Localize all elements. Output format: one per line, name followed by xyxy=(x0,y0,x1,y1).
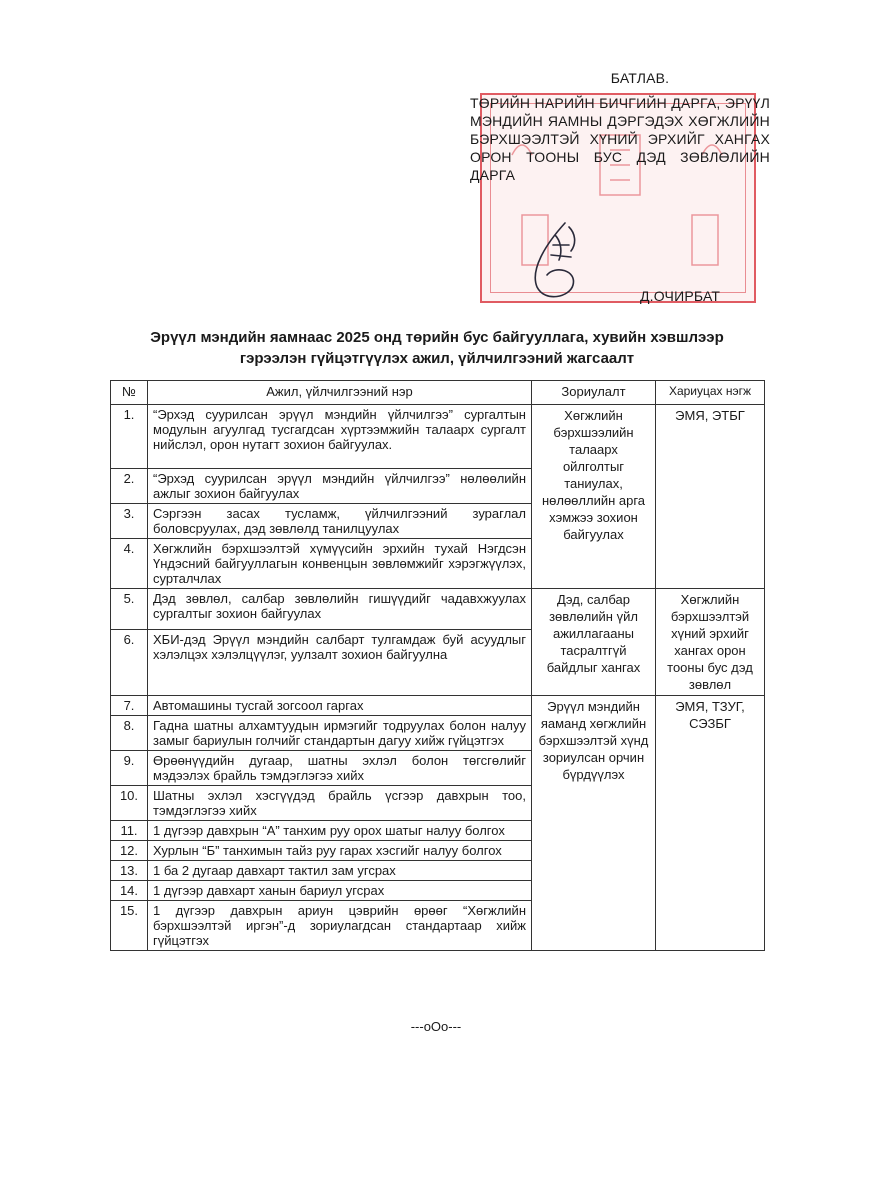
row-number: 10. xyxy=(111,786,148,821)
signer-name: Д.ОЧИРБАТ xyxy=(640,288,721,304)
group-responsible: Хөгжлийн бэрхшээлтэй хүний эрхийг хангах орон тооны бус дэд зөвлөл xyxy=(656,589,765,696)
document-end-mark: ---oOo--- xyxy=(410,1019,462,1034)
row-task: 1 дүгээр давхрын ариун цэврийн өрөөг “Хөгжлийн бэрхшээлтэй иргэн”-д зориулагдсан стандартаар хийж гүйцэтгэх xyxy=(148,901,532,951)
row-task: 1 дүгээр давхарт ханын бариул угсрах xyxy=(148,881,532,901)
approval-text: ТӨРИЙН НАРИЙН БИЧГИЙН ДАРГА, ЭРҮҮЛ МЭНДИЙН ЯАМНЫ ДЭРГЭДЭХ ХӨГЖЛИЙН БЭРХШЭЭЛТЭЙ ХҮНИЙ ЭРХИЙГ ХАНГАХ ОРОН ТООНЫ БУС ДЭД ЗӨВЛӨЛИЙН ДАРГА xyxy=(470,95,770,183)
table-header-row xyxy=(111,381,765,405)
document-title xyxy=(110,327,764,369)
row-task: Гадна шатны алхамтуудын ирмэгийг тодруулах болон налуу замыг бариулын голчийг стандартын дагуу хийж гүйцэтгэх xyxy=(148,716,532,751)
header-task: Ажил, үйлчилгээний нэр xyxy=(148,381,532,405)
table-row xyxy=(111,405,765,469)
approval-heading: БАТЛАВ. xyxy=(610,70,670,86)
row-task: 1 ба 2 дугаар давхарт тактил зам угсрах xyxy=(148,861,532,881)
services-table xyxy=(110,380,765,951)
group-goal: Хөгжлийн бэрхшээлийн талаарх ойлголтыг таниулах, нөлөөллийн арга хэмжээ зохион байгуулах xyxy=(532,405,656,589)
header-goal: Зориулалт xyxy=(532,381,656,405)
row-number: 4. xyxy=(111,539,148,589)
row-task: Өрөөнүүдийн дугаар, шатны эхлэл болон төгсгөлийг мэдээлэх брайль тэмдэглэгээ хийх xyxy=(148,751,532,786)
row-number: 5. xyxy=(111,589,148,630)
row-task: “Эрхэд суурилсан эрүүл мэндийн үйлчилгээ” сургалтын модулын агуулгад тусгагдсан хүртээмжийн талаарх сургалт нийслэл, орон нутагт зохион байгуулах. xyxy=(148,405,532,469)
table-row xyxy=(111,589,765,630)
row-number: 13. xyxy=(111,861,148,881)
group-goal: Эрүүл мэндийн яаманд хөгжлийн бэрхшээлтэй хүнд зориулсан орчин бүрдүүлэх xyxy=(532,696,656,951)
handwritten-signature xyxy=(525,215,595,305)
group-goal: Дэд, салбар зөвлөлийн үйл ажиллагааны тасралтгүй байдлыг хангах xyxy=(532,589,656,696)
row-task: Дэд зөвлөл, салбар зөвлөлийн гишүүдийг чадавхжуулах сургалтыг зохион байгуулах xyxy=(148,589,532,630)
row-number: 15. xyxy=(111,901,148,951)
row-number: 11. xyxy=(111,821,148,841)
row-number: 7. xyxy=(111,696,148,716)
row-task: Хурлын “Б” танхимын тайз руу гарах хэсгийг налуу болгох xyxy=(148,841,532,861)
row-task: 1 дүгээр давхрын “А” танхим руу орох шатыг налуу болгох xyxy=(148,821,532,841)
title-line-2: гэрээлэн гүйцэтгүүлэх ажил, үйлчилгээний жагсаалт xyxy=(239,350,635,367)
row-task: Хөгжлийн бэрхшээлтэй хүмүүсийн эрхийн тухай Нэгдсэн Үндэсний байгууллагын конвенцын зөвлөмжийг хэрэгжүүлэх, сурталчлах xyxy=(148,539,532,589)
approval-block xyxy=(470,70,770,304)
group-responsible: ЭМЯ, ЭТБГ xyxy=(656,405,765,589)
table-row xyxy=(111,696,765,716)
row-task: Автомашины тусгай зогсоол гаргах xyxy=(148,696,532,716)
row-number: 1. xyxy=(111,405,148,469)
row-number: 12. xyxy=(111,841,148,861)
row-number: 8. xyxy=(111,716,148,751)
group-responsible: ЭМЯ, ТЗУГ, СЭЗБГ xyxy=(656,696,765,951)
header-number: № xyxy=(111,381,148,405)
row-task: “Эрхэд суурилсан эрүүл мэндийн үйлчилгээ” нөлөөлийн ажлыг зохион байгуулах xyxy=(148,469,532,504)
header-responsible: Хариуцах нэгж xyxy=(656,381,765,405)
row-task: ХБИ-дэд Эрүүл мэндийн салбарт тулгамдаж буй асуудлыг хэлэлцэх хэлэлцүүлэг, уулзалт зохион байгуулна xyxy=(148,630,532,696)
row-number: 2. xyxy=(111,469,148,504)
row-number: 3. xyxy=(111,504,148,539)
row-number: 6. xyxy=(111,630,148,696)
title-line-1: Эрүүл мэндийн яамнаас 2025 онд төрийн бус байгууллага, хувийн хэвшлээр xyxy=(150,329,724,346)
row-task: Сэргээн засах тусламж, үйлчилгээний зураглал боловсруулах, дэд зөвлөлд танилцуулах xyxy=(148,504,532,539)
row-number: 9. xyxy=(111,751,148,786)
row-number: 14. xyxy=(111,881,148,901)
row-task: Шатны эхлэл хэсгүүдэд брайль үсгээр давхрын тоо, тэмдэглэгээ хийх xyxy=(148,786,532,821)
